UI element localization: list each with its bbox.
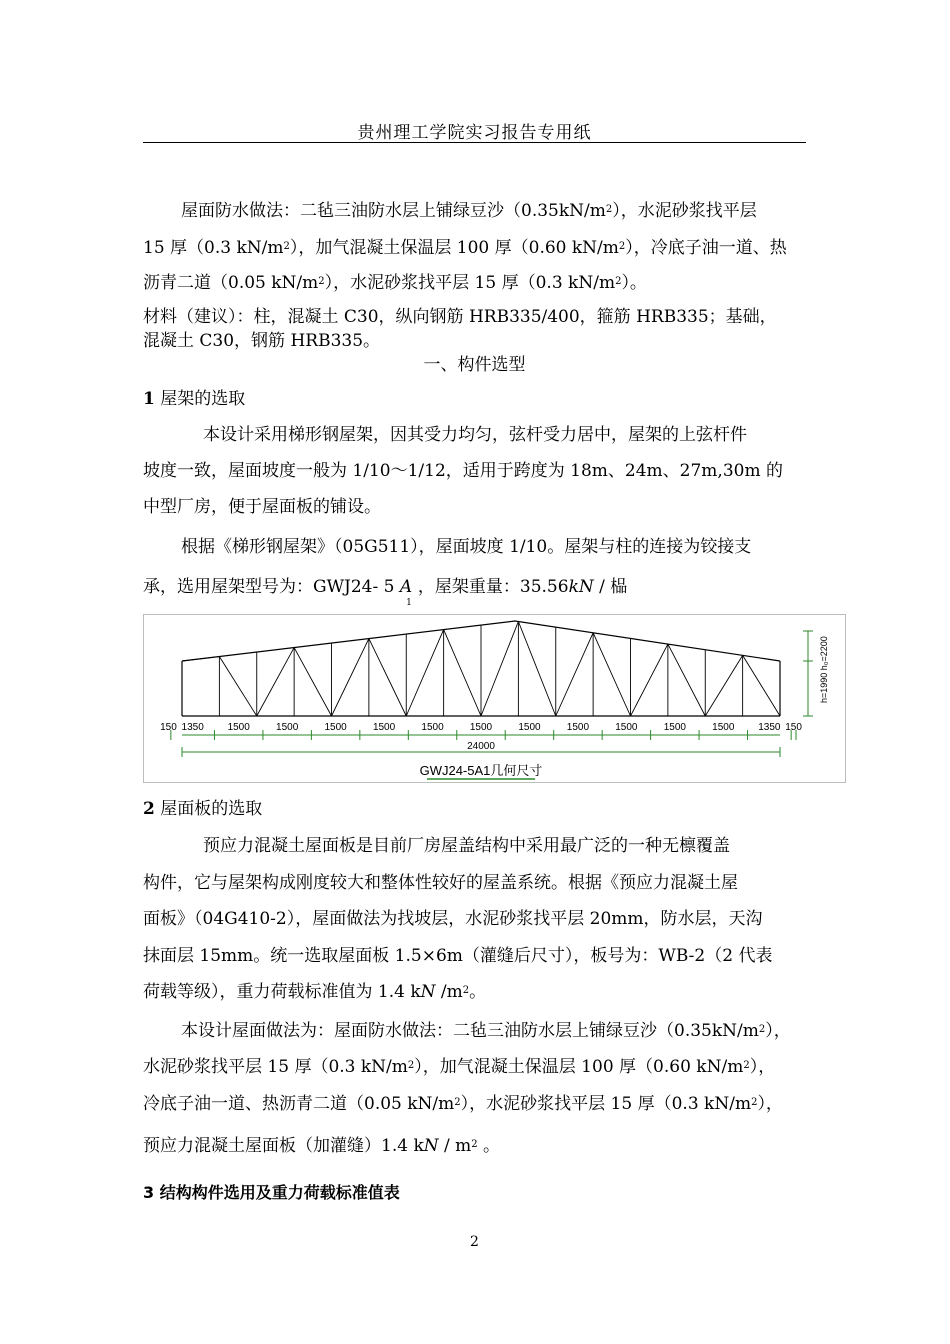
sec2-paragraph-line-4: 抹面层 15mm。统一选取屋面板 1.5×6m（灌缝后尺寸），板号为：WB-2（2 代表 <box>143 946 773 966</box>
truss-diagonal <box>481 622 518 716</box>
truss-diagonal <box>668 644 705 716</box>
dimension-label: 1500 <box>276 722 299 733</box>
truss-drawing <box>144 615 847 784</box>
sec2-paragraph2-line-2: 水泥砂浆找平层 15 厚（0.3 $kN/m^2$），加气混凝土保温层 100 厚（0.60 $kN/m^2$）， <box>143 1057 776 1077</box>
truss-diagonal <box>743 655 780 716</box>
dimension-label: 1350 <box>181 722 204 733</box>
truss-diagonal <box>257 648 294 716</box>
sec2-paragraph-line-3: 面板》（04G410-2），屋面做法为找坡层，水泥砂浆找平层 20mm，防水层，天沟 <box>143 909 763 929</box>
page-header: 贵州理工学院实习报告专用纸 <box>357 123 592 143</box>
truss-diagonal <box>705 655 742 716</box>
dimension-label: 1500 <box>372 722 396 733</box>
materials-line-2: 混凝土 C30，钢筋 HRB335。 <box>143 331 381 351</box>
truss-diagonal <box>369 639 406 716</box>
truss-diagonal <box>182 657 219 661</box>
sec2-paragraph-line-1: 预应力混凝土屋面板是目前厂房屋盖结构中采用最广泛的一种无檩覆盖 <box>203 836 730 856</box>
dimension-label: 1500 <box>518 722 541 733</box>
dimension-label: 1500 <box>324 722 347 733</box>
sec2-paragraph-line-2: 构件，它与屋架构成刚度较大和整体性较好的屋盖系统。根据《预应力混凝土屋 <box>143 873 738 893</box>
truss-web-members <box>182 622 780 716</box>
section-3-heading: 3 结构构件选用及重力荷载标准值表 <box>143 1183 400 1202</box>
sec1-paragraph-line-2: 坡度一致，屋面坡度一般为 1/10～1/12，适用于跨度为 18m、24m、27m,30m 的 <box>143 461 783 481</box>
roof-waterproofing-line-1: 屋面防水做法：二毡三油防水层上铺绿豆沙$(0.35kN/m^2)$，水泥砂浆找平层 <box>181 201 757 221</box>
truss-diagonal <box>406 630 443 716</box>
sec1-paragraph-line-1: 本设计采用梯形钢屋架，因其受力均匀，弦杆受力居中，屋架的上弦杆件 <box>203 425 747 445</box>
materials-line-1: 材料（建议）：柱，混凝土 C30，纵向钢筋 HRB335/400，箍筋 HRB335；基础， <box>143 307 777 327</box>
dimension-label: 1350 <box>758 722 781 733</box>
sec1-paragraph2-line-1: 根据《梯形钢屋架》（05G511），屋面坡度 1/10。屋架与柱的连接为铰接支 <box>181 537 752 557</box>
dimension-label: 1500 <box>469 722 493 733</box>
dimension-label: 1500 <box>566 722 590 733</box>
section-2-heading: 2 屋面板的选取 <box>143 799 263 819</box>
truss-diagonal <box>631 644 668 716</box>
dimension-label: 1500 <box>227 722 250 733</box>
truss-diagonal <box>556 633 593 716</box>
figure-caption: GWJ24-5A1几何尺寸 <box>419 763 543 778</box>
roof-waterproofing-line-2: 15 厚（0.3 $kN/m^2$），加气混凝土保温层 100 厚（0.60 $kN/m^2$），冷底子油一道、热 <box>143 238 787 258</box>
height-label: h=1990 h₀=2200 <box>819 636 829 703</box>
dimension-label: 1500 <box>421 722 444 733</box>
dimension-label: 1500 <box>615 722 638 733</box>
page-number: 2 <box>470 1234 479 1250</box>
truss-diagonal <box>219 657 256 716</box>
header-rule <box>143 142 806 143</box>
sec1-paragraph-line-3: 中型厂房，便于屋面板的铺设。 <box>143 497 381 517</box>
truss-diagonal <box>518 622 555 716</box>
truss-diagonal <box>294 648 331 716</box>
section-title: 一、构件选型 <box>423 355 526 375</box>
dimension-label: 150 <box>785 722 802 733</box>
sec1-paragraph2-line-2: 承，选用屋架型号为：GWJ24- 5 $A_1$，屋架重量：35.56kN / 榀 <box>143 577 628 608</box>
dimension-label: 1500 <box>663 722 686 733</box>
sec2-paragraph2-line-4: 预应力混凝土屋面板（加灌缝）1.4 kN / $m^2$ 。 <box>143 1136 501 1156</box>
section-1-heading: 1 屋架的选取 <box>143 389 246 409</box>
roof-waterproofing-line-3: 沥青二道（0.05 $kN/m^2$），水泥砂浆找平层 15 厚（0.3 $kN/m^2$）。 <box>143 273 647 293</box>
truss-diagonal <box>332 639 369 716</box>
truss-diagonal <box>444 630 481 716</box>
truss-diagonal <box>593 633 630 716</box>
dimension-label: 1500 <box>712 722 735 733</box>
truss-figure <box>143 614 846 783</box>
sec2-paragraph2-line-3: 冷底子油一道、热沥青二道（0.05 $kN/m^2$），水泥砂浆找平层 15 厚（0.3 $kN/m^2$）， <box>143 1094 783 1114</box>
dimension-label: 150 <box>160 722 177 733</box>
total-span-label: 24000 <box>467 741 495 752</box>
sec2-paragraph2-line-1: 本设计屋面做法为：屋面防水做法：二毡三油防水层上铺绿豆沙$(0.35kN/m^2)$， <box>181 1021 791 1041</box>
sec2-paragraph-line-5: 荷载等级），重力荷载标准值为 1.4 kN $/m^2$。 <box>143 982 487 1002</box>
